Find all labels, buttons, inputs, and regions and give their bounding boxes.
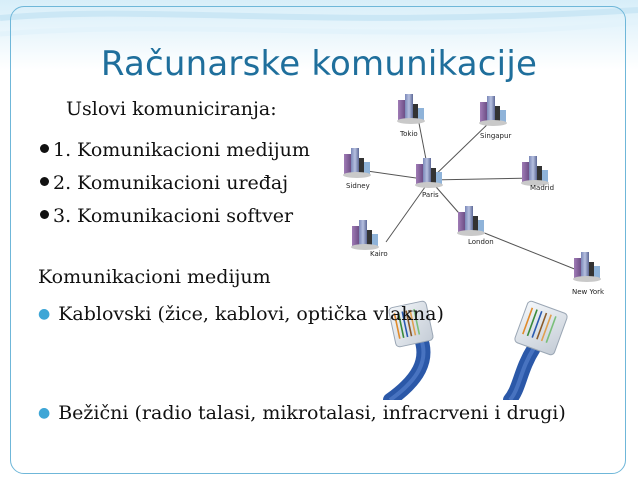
city-label: Kairo (370, 250, 388, 258)
bullet-dot-icon (40, 177, 49, 186)
computer-tower-icon (397, 94, 425, 124)
condition-text: 1. Komunikacioni medijum (53, 139, 310, 161)
city-label: Singapur (480, 132, 512, 140)
media-text: Kablovski (žice, kablovi, optička vlakna) (58, 303, 444, 325)
media-text: Bežični (radio talasi, mikrotalasi, infracrveni i drugi) (58, 402, 566, 424)
computer-tower-icon (343, 148, 371, 178)
computer-tower-icon (351, 220, 379, 250)
city-label: Madrid (530, 184, 555, 192)
bullet-dot-icon (40, 144, 49, 153)
media-item (38, 303, 444, 325)
computer-tower-icon (521, 156, 549, 186)
city-label: Tokio (400, 130, 418, 138)
computer-tower-icon (457, 206, 485, 236)
computer-tower-icon (573, 252, 601, 282)
slide-title: Računarske komunikacije (100, 44, 538, 84)
bullet-dot-icon: ● (38, 405, 51, 421)
city-label: New York (572, 288, 605, 296)
city-label: London (468, 238, 494, 246)
ethernet-connector-icon (510, 300, 568, 400)
network-diagram (330, 86, 620, 302)
computer-tower-icon (479, 96, 507, 126)
condition-item (40, 172, 288, 194)
condition-text: 3. Komunikacioni softver (53, 205, 294, 227)
bullet-dot-icon: ● (38, 306, 51, 322)
condition-item (40, 139, 310, 161)
computer-tower-icon (415, 158, 443, 188)
media-item (38, 402, 566, 424)
city-label: Sidney (346, 182, 370, 190)
condition-text: 2. Komunikacioni uređaj (53, 172, 289, 194)
city-label: Paris (422, 191, 439, 199)
condition-item (40, 205, 293, 227)
bullet-dot-icon (40, 210, 49, 219)
conditions-heading: Uslovi komuniciranja: (66, 98, 277, 120)
section-heading: Komunikacioni medijum (38, 266, 271, 288)
